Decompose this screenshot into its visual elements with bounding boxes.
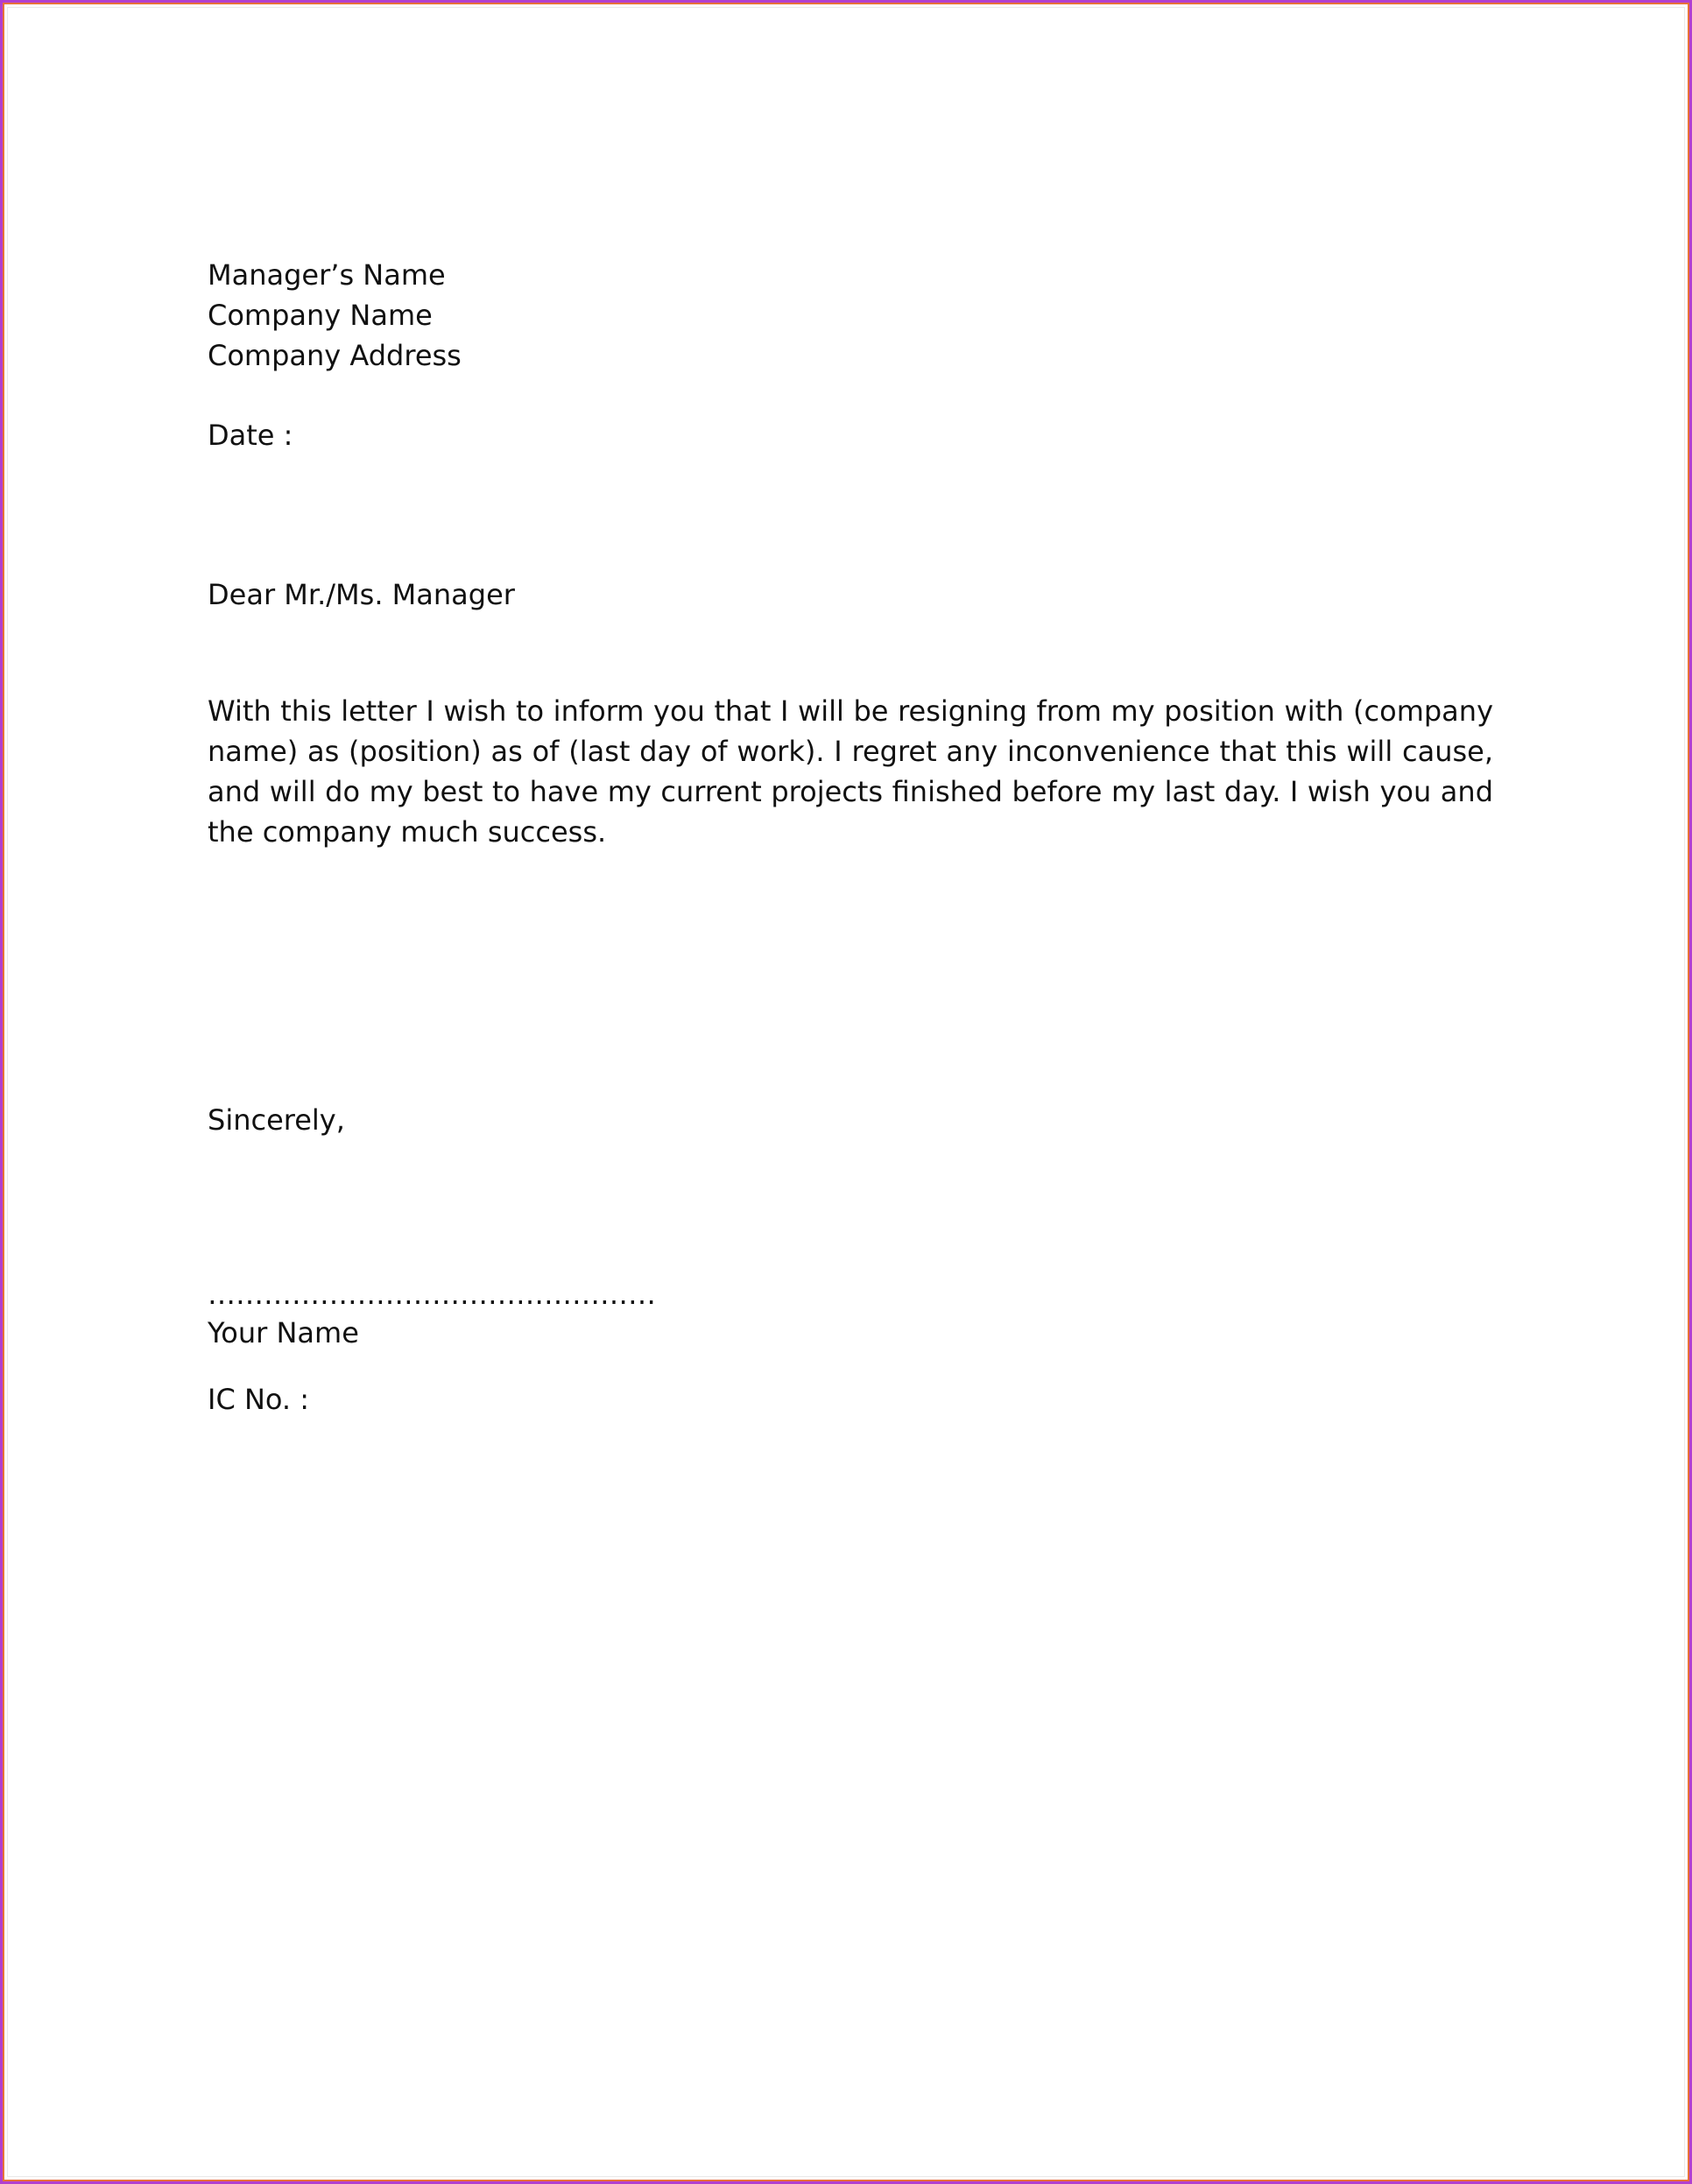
closing: Sincerely, bbox=[208, 1103, 345, 1137]
signature-line: ………………………………………… bbox=[208, 1278, 656, 1311]
recipient-manager-name: Manager’s Name bbox=[208, 258, 446, 292]
recipient-company-name: Company Name bbox=[208, 299, 433, 332]
letter-body: With this letter I wish to inform you that I will be resigning from my position with (company name) as (position) as of (last day of work). I regret any inconvenience that this will cause, and will do my best to have my current projects finished before my last day. I wish you and the company much success. bbox=[208, 694, 1493, 849]
document-page bbox=[7, 7, 1685, 2177]
salutation: Dear Mr./Ms. Manager bbox=[208, 578, 515, 611]
sender-name: Your Name bbox=[208, 1316, 359, 1349]
date-label: Date : bbox=[208, 419, 293, 452]
ic-number-label: IC No. : bbox=[208, 1383, 310, 1416]
recipient-company-address: Company Address bbox=[208, 339, 462, 372]
